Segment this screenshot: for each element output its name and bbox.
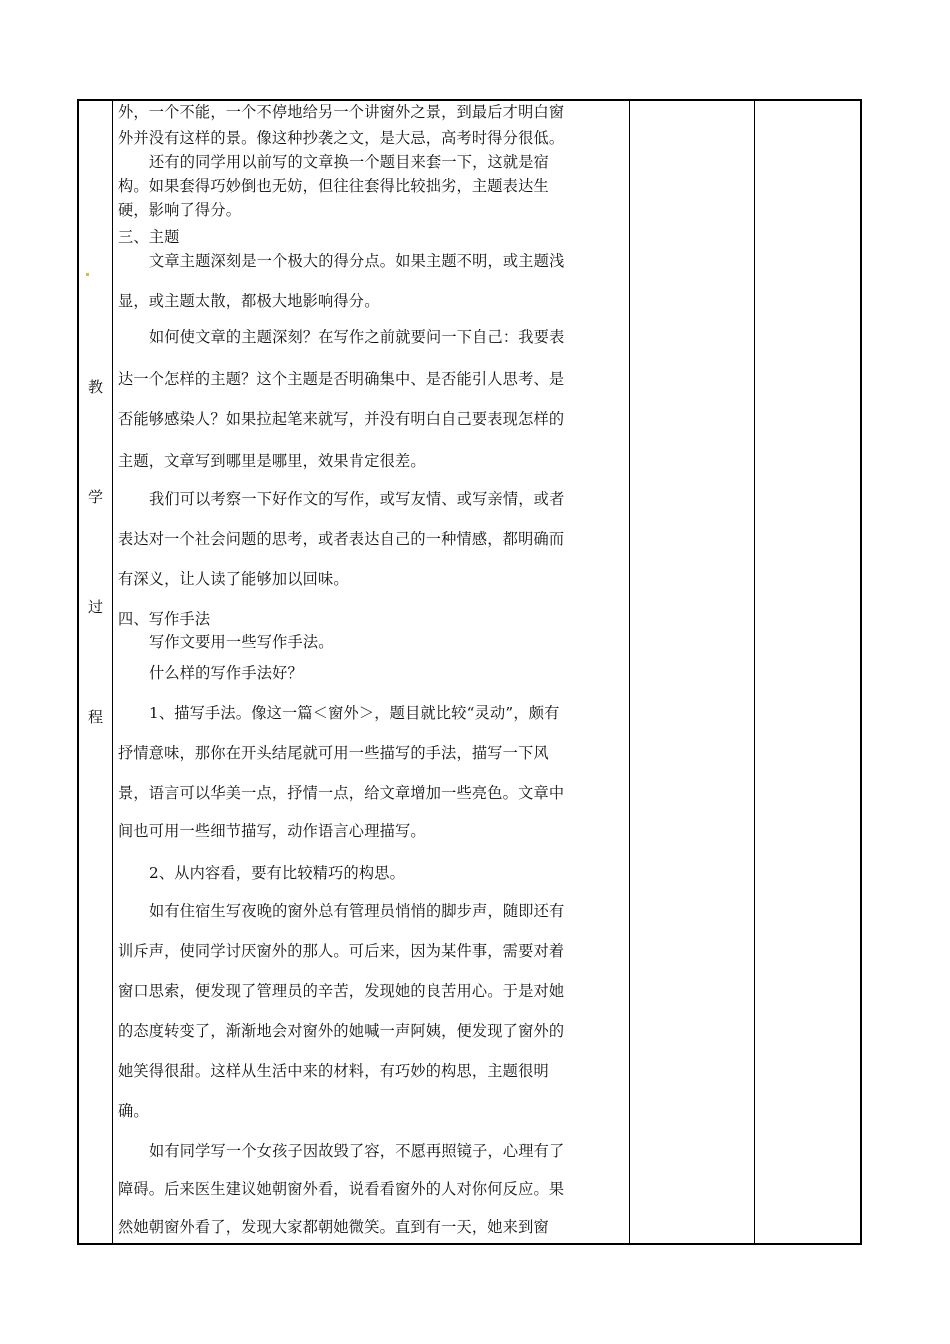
column-divider (112, 101, 113, 1243)
text-line: 显，或主题太散，都极大地影响得分。 (118, 292, 380, 310)
side-label-char: 过 (87, 598, 103, 616)
text-line: 景，语言可以华美一点，抒情一点，给文章增加一些亮色。文章中 (118, 784, 565, 802)
text-line: 窗口思索，便发现了管理员的辛苦，发现她的良苦用心。于是对她 (118, 982, 565, 1000)
scan-mark (86, 273, 89, 276)
text-line: 硬，影响了得分。 (118, 201, 242, 219)
text-line: 什么样的写作手法好？ (149, 664, 303, 682)
text-line: 有深义，让人读了能够加以回味。 (118, 570, 349, 588)
column-divider (629, 101, 630, 1243)
text-line: 如何使文章的主题深刻？在写作之前就要问一下自己：我要表 (149, 328, 565, 346)
text-line: 她笑得很甜。这样从生活中来的材料，有巧妙的构思，主题很明 (118, 1062, 549, 1080)
text-line: 1、描写手法。像这一篇＜窗外＞，题目就比较“灵动”，颇有 (149, 704, 560, 722)
side-label-char: 学 (87, 488, 103, 506)
text-line: 四、写作手法 (118, 610, 211, 628)
text-line: 文章主题深刻是一个极大的得分点。如果主题不明，或主题浅 (149, 252, 565, 270)
text-line: 外并没有这样的景。像这种抄袭之文，是大忌，高考时得分很低。 (118, 129, 565, 147)
text-line: 表达对一个社会问题的思考，或者表达自己的一种情感，都明确而 (118, 530, 565, 548)
text-line: 然她朝窗外看了，发现大家都朝她微笑。直到有一天，她来到窗 (118, 1218, 549, 1236)
text-line: 如有住宿生写夜晚的窗外总有管理员悄悄的脚步声，随即还有 (149, 902, 565, 920)
side-label-char: 程 (87, 708, 103, 726)
text-line: 否能够感染人？如果拉起笔来就写，并没有明白自己要表现怎样的 (118, 410, 565, 428)
text-line: 间也可用一些细节描写，动作语言心理描写。 (118, 822, 426, 840)
lesson-table (77, 99, 862, 1245)
text-line: 训斥声，使同学讨厌窗外的那人。可后来，因为某件事，需要对着 (118, 942, 565, 960)
text-line: 还有的同学用以前写的文章换一个题目来套一下，这就是宿 (149, 153, 550, 171)
text-line: 的态度转变了，渐渐地会对窗外的她喊一声阿姨，便发现了窗外的 (118, 1022, 565, 1040)
text-line: 2、从内容看，要有比较精巧的构思。 (149, 864, 406, 882)
text-line: 达一个怎样的主题？这个主题是否明确集中、是否能引人思考、是 (118, 370, 565, 388)
text-line: 如有同学写一个女孩子因故毁了容，不愿再照镜子，心理有了 (149, 1142, 565, 1160)
text-line: 三、主题 (118, 228, 180, 246)
text-line: 抒情意味，那你在开头结尾就可用一些描写的手法，描写一下风 (118, 744, 549, 762)
text-line: 写作文要用一些写作手法。 (149, 633, 334, 651)
column-divider (754, 101, 755, 1243)
text-line: 主题，文章写到哪里是哪里，效果肯定很差。 (118, 452, 426, 470)
text-line: 外，一个不能，一个不停地给另一个讲窗外之景，到最后才明白窗 (118, 103, 565, 121)
text-line: 我们可以考察一下好作文的写作，或写友情、或写亲情，或者 (149, 490, 565, 508)
side-label-char: 教 (87, 378, 103, 396)
text-line: 构。如果套得巧妙倒也无妨，但往往套得比较拙劣，主题表达生 (118, 177, 549, 195)
text-line: 确。 (118, 1102, 149, 1120)
text-line: 障碍。后来医生建议她朝窗外看，说看看窗外的人对你何反应。果 (118, 1180, 565, 1198)
